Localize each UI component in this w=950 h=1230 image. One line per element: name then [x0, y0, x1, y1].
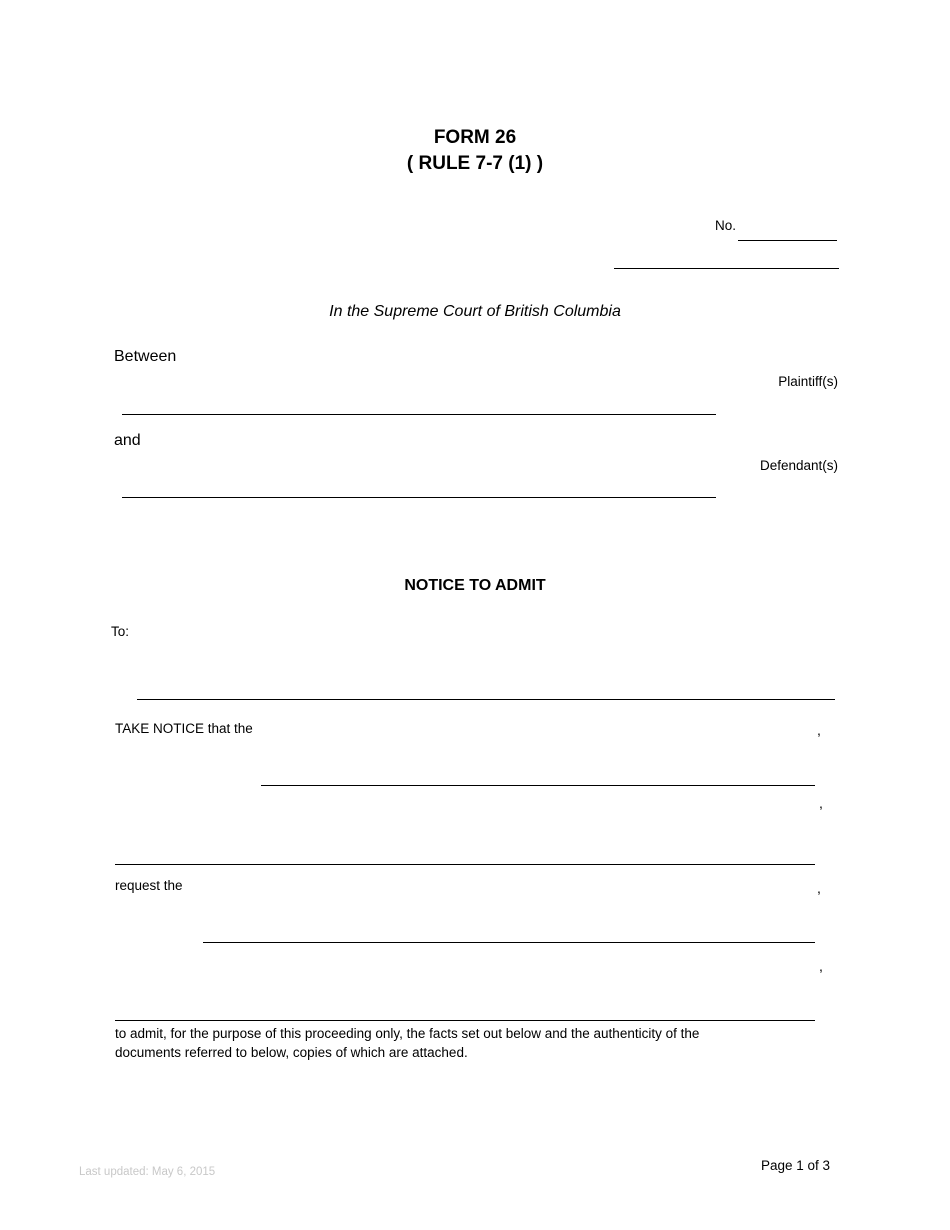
- requesting-party-field[interactable]: [261, 785, 815, 786]
- defendant-label: Defendant(s): [759, 458, 838, 473]
- plaintiff-name-field[interactable]: [122, 414, 716, 415]
- file-number-field[interactable]: [738, 240, 837, 241]
- last-updated: Last updated: May 6, 2015: [79, 1166, 216, 1178]
- and-label: and: [114, 432, 141, 449]
- registry-field[interactable]: [614, 268, 839, 269]
- form-title: FORM 26: [433, 127, 517, 148]
- form-rule: ( RULE 7-7 (1) ): [406, 153, 544, 174]
- comma-3: ,: [817, 880, 821, 896]
- requesting-party-name-field[interactable]: [115, 864, 815, 865]
- body-text-line-1: to admit, for the purpose of this proceeding only, the facts set out below and the authenticity of the: [115, 1026, 700, 1041]
- defendant-name-field[interactable]: [122, 497, 716, 498]
- comma-2: ,: [819, 795, 823, 811]
- take-notice-label: TAKE NOTICE that the: [115, 721, 253, 736]
- request-label: request the: [115, 878, 183, 893]
- body-text-line-2: documents referred to below, copies of which are attached.: [115, 1045, 468, 1060]
- to-label: To:: [111, 624, 130, 639]
- file-number-label: No.: [715, 218, 737, 233]
- comma-1: ,: [817, 722, 821, 738]
- page-number: Page 1 of 3: [761, 1158, 831, 1173]
- requested-party-name-field[interactable]: [115, 1020, 815, 1021]
- requested-party-field[interactable]: [203, 942, 815, 943]
- notice-heading: NOTICE TO ADMIT: [404, 577, 546, 594]
- court-name: In the Supreme Court of British Columbia: [329, 303, 621, 320]
- to-field[interactable]: [137, 699, 835, 700]
- comma-4: ,: [819, 958, 823, 974]
- plaintiff-label: Plaintiff(s): [778, 374, 838, 389]
- between-label: Between: [114, 348, 177, 365]
